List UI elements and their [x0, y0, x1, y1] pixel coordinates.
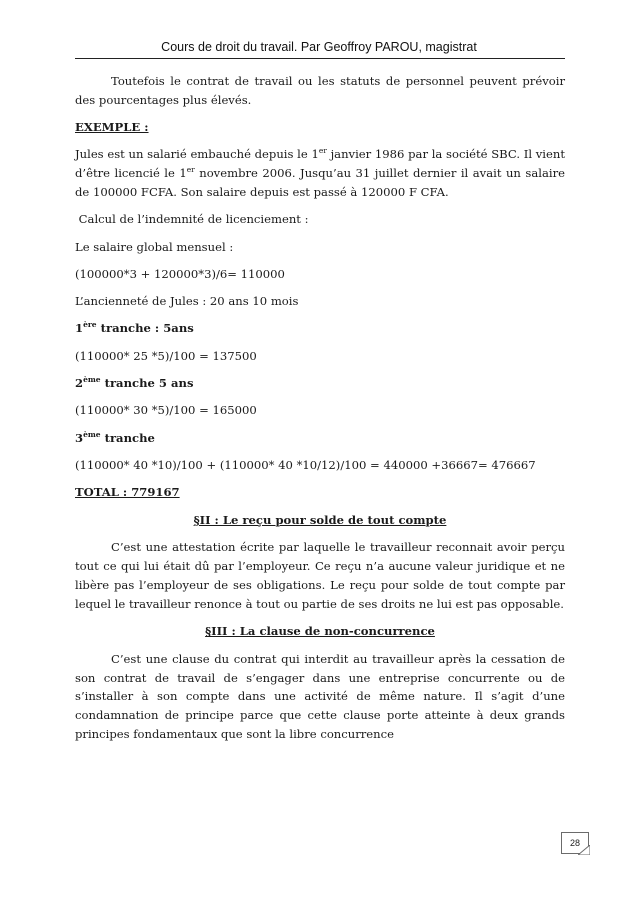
page-fold-icon: [578, 845, 590, 855]
statement-part: Jules est un salarié embauché depuis le 1: [75, 147, 319, 162]
section-2-body: C’est une attestation écrite par laquelle le travailleur reconnait avoir perçu tout ce qui lui était dû par l’employeur. Ce reçu n’a aucune valeur juridique et ne libère pas l’employeur de ses obligations. Le reçu pour solde de tout compte par lequel le travailleur renonce à tout ou partie de ses droits ne lui est pas opposable.: [75, 540, 565, 611]
statement-part: novembre 2006. Jusqu’au 31 juillet dernier il avait un salaire de 100000 FCFA. Son salaire depuis est passé à 120000 F CFA.: [75, 166, 565, 199]
salary-formula: (100000*3 + 120000*3)/6= 110000: [75, 266, 285, 281]
tranche-number: 3: [75, 430, 84, 445]
tranche-label: tranche: [100, 430, 155, 445]
ordinal-sup: ère: [83, 320, 97, 330]
example-statement: [75, 145, 565, 201]
seniority-line: L’ancienneté de Jules : 20 ans 10 mois: [75, 294, 299, 309]
tranche-2-formula: (110000* 30 *5)/100 = 165000: [75, 403, 257, 418]
intro-paragraph: Toutefois le contrat de travail ou les statuts de personnel peuvent prévoir des pourcentages plus élevés.: [75, 74, 565, 107]
tranche-1-heading: [75, 319, 565, 338]
section-3-body: C’est une clause du contrat qui interdit au travailleur après la cessation de son contrat de travail de s’engager dans une entreprise concurrente ou de s’installer à son compte dans une activité de même nature. Il s’agit d’une condamnation de principe parce que cette clause porte atteinte à deux grands principes fondamentaux que sont la libre concurrence: [75, 651, 565, 742]
header-rule: [75, 58, 565, 59]
tranche-number: 1: [75, 321, 84, 336]
tranche-label: tranche : 5ans: [96, 321, 194, 336]
tranche-2-heading: [75, 374, 565, 393]
tranche-label: tranche 5 ans: [100, 376, 194, 391]
ordinal-sup: ème: [83, 375, 101, 385]
total-line: TOTAL : 779167: [75, 485, 180, 500]
statement-part: janvier 1986 par la société SBC. Il vient d’être licencié le 1: [75, 147, 566, 181]
document-body: [75, 72, 565, 752]
tranche-number: 2: [75, 376, 84, 391]
salary-label: Le salaire global mensuel :: [75, 239, 234, 254]
section-3-title: §III : La clause de non-concurrence: [205, 624, 435, 639]
ordinal-sup: er: [186, 165, 195, 175]
ordinal-sup: er: [318, 146, 327, 156]
section-2-title: §II : Le reçu pour solde de tout compte: [193, 512, 447, 527]
calc-title: Calcul de l’indemnité de licenciement :: [75, 212, 309, 227]
example-heading: EXEMPLE :: [75, 120, 149, 135]
tranche-3-formula: (110000* 40 *10)/100 + (110000* 40 *10/12)/100 = 440000 +36667= 476667: [75, 457, 536, 472]
ordinal-sup: ème: [83, 429, 101, 439]
page-header: Cours de droit du travail. Par Geoffroy PAROU, magistrat: [161, 40, 477, 54]
tranche-3-heading: [75, 429, 565, 448]
tranche-1-formula: (110000* 25 *5)/100 = 137500: [75, 348, 257, 363]
page-number: 28: [561, 832, 589, 854]
